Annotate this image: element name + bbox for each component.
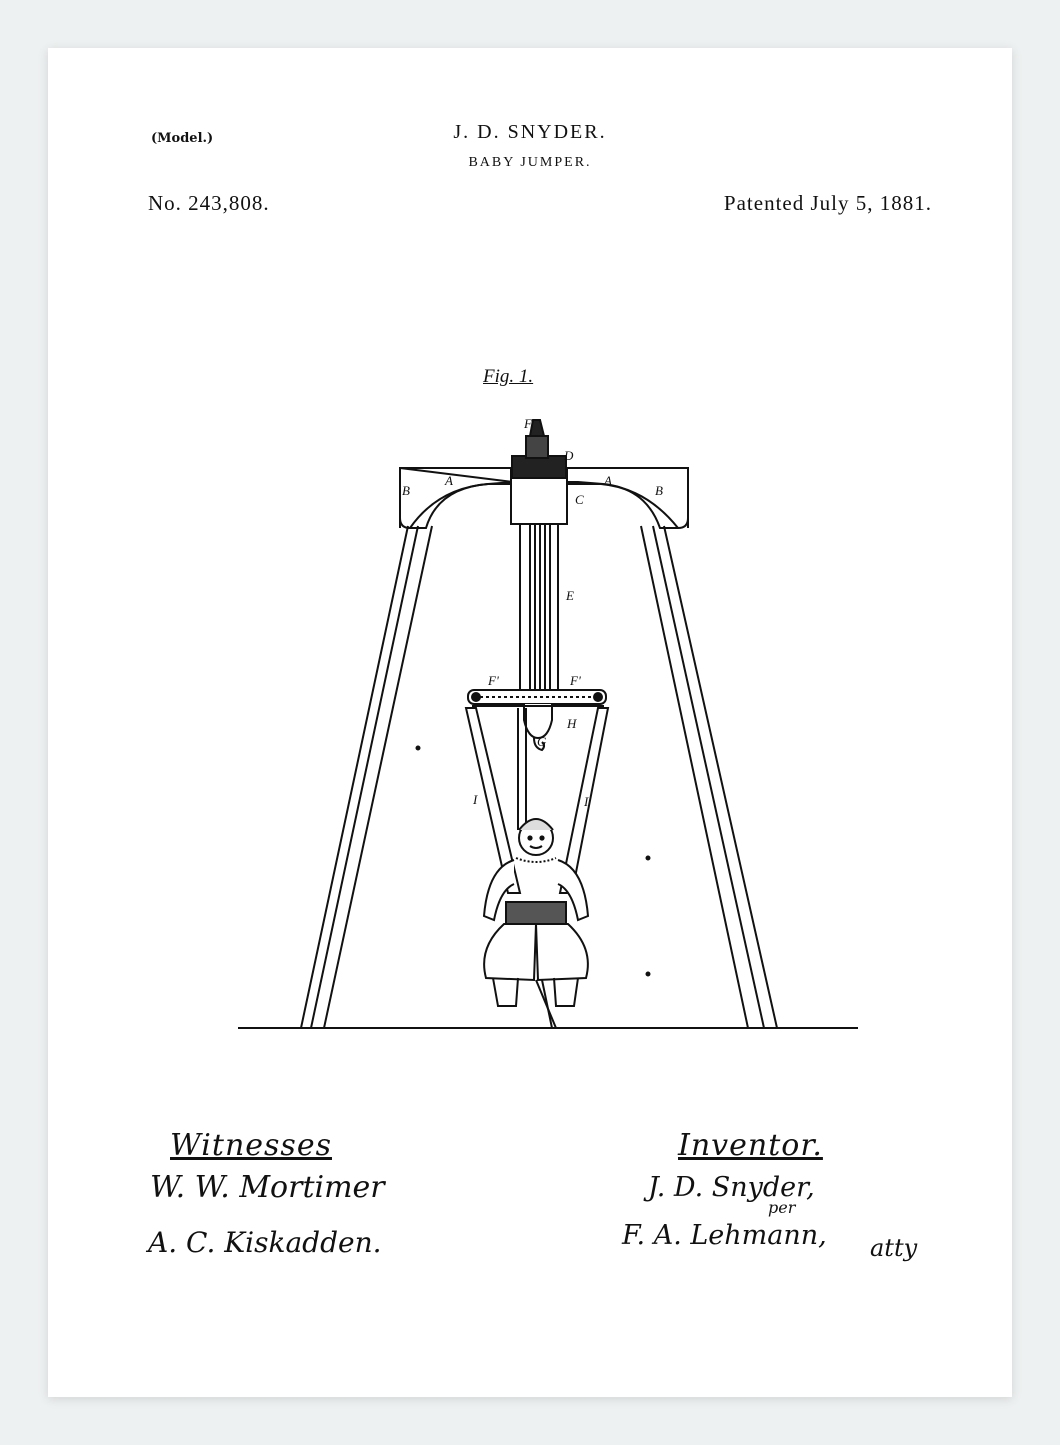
figure-title: Fig. 1. <box>483 366 534 387</box>
patent-sheet <box>48 48 1012 1397</box>
inventor-heading: Inventor. <box>678 1128 823 1163</box>
label-e: E <box>566 588 574 603</box>
label-a-right: A <box>604 473 612 488</box>
label-i-right: I <box>584 794 589 809</box>
inventor-signature: J. D. Snyder, <box>648 1172 815 1203</box>
label-i-left: I <box>473 792 478 807</box>
label-b-right: B <box>655 483 663 498</box>
attorney-signature: F. A. Lehmann, <box>622 1220 827 1251</box>
label-f: F <box>524 416 532 431</box>
witness-signature-2: A. C. Kiskadden. <box>148 1226 382 1259</box>
label-a-left: A <box>445 473 453 488</box>
label-d: D <box>564 448 574 463</box>
inventor-title: J. D. SNYDER. <box>453 121 607 143</box>
cap-d <box>512 456 566 478</box>
patent-number: No. 243,808. <box>148 191 270 215</box>
patent-date: Patented July 5, 1881. <box>723 191 932 215</box>
label-h: H <box>567 716 577 731</box>
per-label: per <box>768 1198 796 1217</box>
label-c: C <box>575 492 584 507</box>
label-f-prime-right: F' <box>570 673 581 688</box>
harness-belt <box>506 902 566 924</box>
bolt-f <box>526 436 548 458</box>
witness-signature-1: W. W. Mortimer <box>150 1170 385 1205</box>
witnesses-heading: Witnesses <box>170 1128 332 1163</box>
invention-title: BABY JUMPER. <box>468 155 592 170</box>
model-label: (Model.) <box>151 131 214 146</box>
label-b-left: B <box>402 483 410 498</box>
label-f-prime-left: F' <box>488 673 499 688</box>
label-g: G <box>537 734 547 749</box>
attorney-abbrev: atty <box>870 1234 918 1262</box>
